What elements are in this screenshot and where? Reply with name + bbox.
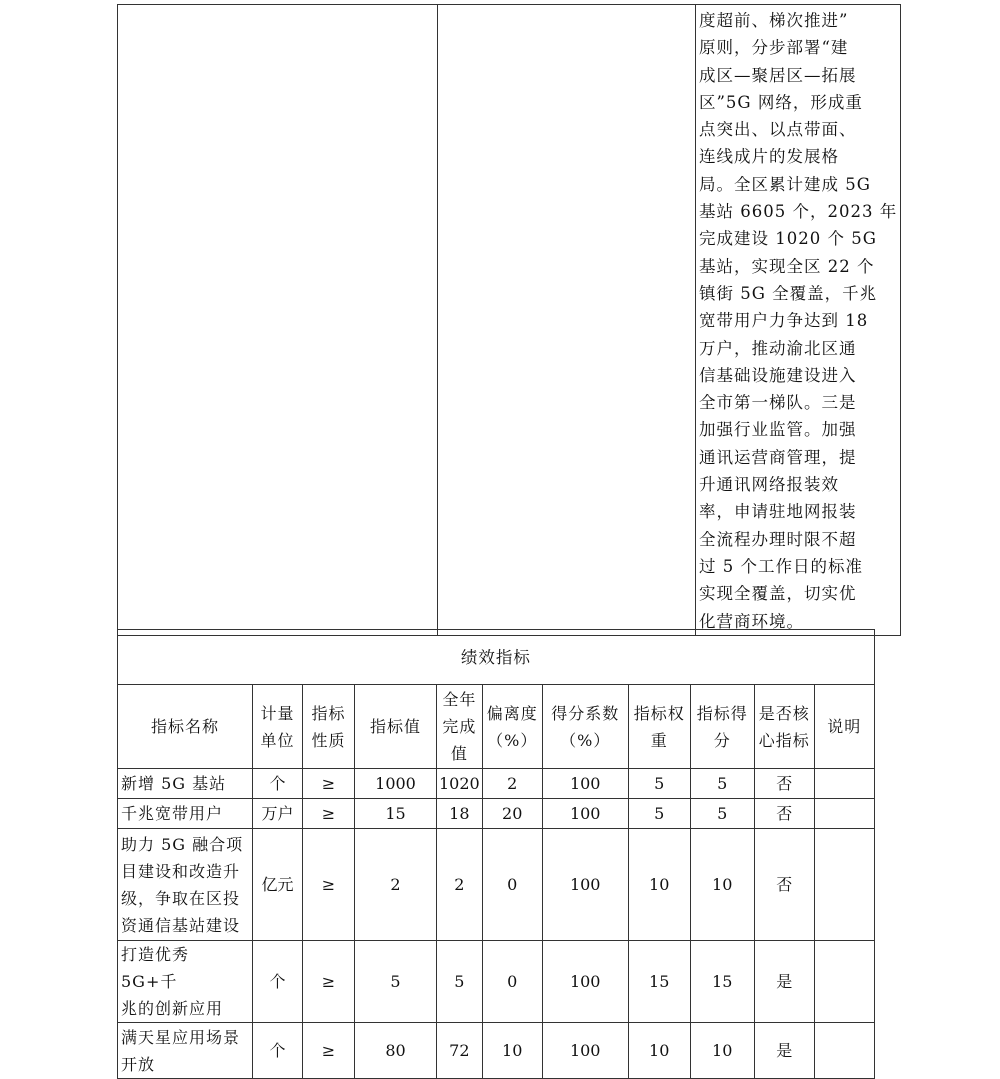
deviation-cell: 10 xyxy=(482,1023,542,1079)
header-text: 指标 xyxy=(311,703,346,723)
performance-indicator-table xyxy=(117,629,875,1079)
name-line: 满天星应用场景 xyxy=(121,1027,241,1047)
text-line: 成区—聚居区—拓展 xyxy=(699,65,857,85)
indicator-name xyxy=(118,941,253,1023)
text-line: 基站 6605 个，2023 年 xyxy=(699,202,898,222)
weight-cell: 10 xyxy=(628,829,690,941)
table-row xyxy=(118,769,875,799)
header-text: 完成 xyxy=(442,717,477,736)
score-cell: 10 xyxy=(690,1023,754,1079)
note-cell xyxy=(814,1023,874,1079)
header-text: 偏离度 xyxy=(486,703,538,723)
note-cell xyxy=(814,799,874,829)
score-cell: 15 xyxy=(690,941,754,1023)
name-line: 兆的创新应用 xyxy=(121,999,224,1018)
indicator-name xyxy=(118,769,253,799)
header-text: 计量 xyxy=(260,703,295,723)
actual-cell: 2 xyxy=(437,829,483,941)
header-coef xyxy=(542,685,628,769)
header-text: 全年 xyxy=(442,690,477,709)
header-text: 心指标 xyxy=(758,730,810,750)
unit-cell: 个 xyxy=(253,1023,303,1079)
coef-cell: 100 xyxy=(542,769,628,799)
nature-cell: ≥ xyxy=(303,1023,355,1079)
header-text: 值 xyxy=(450,744,468,763)
header-note: 说明 xyxy=(814,685,874,769)
nature-cell: ≥ xyxy=(303,799,355,829)
header-actual xyxy=(437,685,483,769)
score-cell: 10 xyxy=(690,829,754,941)
note-cell xyxy=(814,769,874,799)
narrative-cell xyxy=(696,5,901,636)
narrative-text xyxy=(696,5,900,635)
text-line: 信基础设施建设进入 xyxy=(699,365,857,385)
empty-cell-1 xyxy=(118,5,438,636)
text-line: 原则，分步部署“建 xyxy=(699,38,849,58)
header-text: 指标得 xyxy=(696,703,748,723)
text-line: 通讯运营商管理，提 xyxy=(699,447,857,467)
indicator-name xyxy=(118,799,253,829)
header-text: 性质 xyxy=(311,730,346,750)
text-line: 化营商环境。 xyxy=(699,611,804,631)
core-cell: 否 xyxy=(754,829,814,941)
target-cell: 15 xyxy=(355,799,437,829)
coef-cell: 100 xyxy=(542,829,628,941)
nature-cell: ≥ xyxy=(303,829,355,941)
header-score xyxy=(690,685,754,769)
header-text: （%） xyxy=(487,730,538,750)
actual-cell: 1020 xyxy=(437,769,483,799)
weight-cell: 5 xyxy=(628,769,690,799)
text-line: 升通讯网络报装效 xyxy=(699,475,839,495)
header-text: （%） xyxy=(560,730,611,750)
text-line: 宽带用户力争达到 18 xyxy=(699,311,869,331)
coef-cell: 100 xyxy=(542,799,628,829)
table-row xyxy=(118,941,875,1023)
text-line: 局。全区累计建成 5G xyxy=(699,174,871,194)
text-line: 全流程办理时限不超 xyxy=(699,529,857,549)
core-cell: 是 xyxy=(754,941,814,1023)
header-name: 指标名称 xyxy=(118,685,253,769)
unit-cell: 个 xyxy=(253,769,303,799)
narrative-table xyxy=(117,4,901,636)
section-title: 绩效指标 xyxy=(118,630,875,685)
text-line: 过 5 个工作日的标准 xyxy=(699,556,863,576)
actual-cell: 72 xyxy=(437,1023,483,1079)
note-cell xyxy=(814,829,874,941)
text-line: 点突出、以点带面、 xyxy=(699,120,857,140)
header-row xyxy=(118,685,875,769)
target-cell: 80 xyxy=(355,1023,437,1079)
header-weight xyxy=(628,685,690,769)
coef-cell: 100 xyxy=(542,941,628,1023)
unit-cell: 万户 xyxy=(253,799,303,829)
score-cell: 5 xyxy=(690,799,754,829)
empty-cell-2 xyxy=(438,5,696,636)
name-line: 开放 xyxy=(121,1054,156,1074)
table-row xyxy=(118,1023,875,1079)
header-core xyxy=(754,685,814,769)
header-deviation xyxy=(482,685,542,769)
weight-cell: 5 xyxy=(628,799,690,829)
deviation-cell: 0 xyxy=(482,829,542,941)
weight-cell: 10 xyxy=(628,1023,690,1079)
name-line: 级，争取在区投 xyxy=(121,888,241,908)
text-line: 率，申请驻地网报装 xyxy=(699,502,857,522)
name-line: 资通信基站建设 xyxy=(121,915,241,935)
text-line: 加强行业监管。加强 xyxy=(699,420,857,440)
actual-cell: 18 xyxy=(437,799,483,829)
actual-cell: 5 xyxy=(437,941,483,1023)
name-line: 助力 5G 融合项 xyxy=(121,834,244,854)
header-text: 得分系数 xyxy=(551,703,620,723)
header-text: 是否核 xyxy=(758,703,810,723)
nature-cell: ≥ xyxy=(303,769,355,799)
indicator-name xyxy=(118,829,253,941)
header-text: 分 xyxy=(713,730,731,750)
text-line: 连线成片的发展格 xyxy=(699,147,839,167)
name-line: 目建设和改造升 xyxy=(121,861,241,881)
unit-cell: 个 xyxy=(253,941,303,1023)
name-line: 千兆宽带用户 xyxy=(121,804,224,823)
weight-cell: 15 xyxy=(628,941,690,1023)
text-line: 基站，实现全区 22 个 xyxy=(699,256,875,276)
text-line: 全市第一梯队。三是 xyxy=(699,393,857,413)
text-line: 完成建设 1020 个 5G xyxy=(699,229,877,249)
text-line: 万户，推动渝北区通 xyxy=(699,338,857,358)
table-row xyxy=(118,799,875,829)
core-cell: 是 xyxy=(754,1023,814,1079)
deviation-cell: 0 xyxy=(482,941,542,1023)
text-line: 镇街 5G 全覆盖，千兆 xyxy=(699,283,878,303)
score-cell: 5 xyxy=(690,769,754,799)
header-unit xyxy=(253,685,303,769)
header-text: 单位 xyxy=(260,730,295,750)
indicator-name xyxy=(118,1023,253,1079)
header-text: 指标权 xyxy=(633,703,685,723)
text-line: 度超前、梯次推进” xyxy=(699,11,849,30)
table-row xyxy=(118,829,875,941)
text-line: 区”5G 网络，形成重 xyxy=(699,92,863,112)
coef-cell: 100 xyxy=(542,1023,628,1079)
core-cell: 否 xyxy=(754,799,814,829)
deviation-cell: 2 xyxy=(482,769,542,799)
header-nature xyxy=(303,685,355,769)
name-line: 新增 5G 基站 xyxy=(121,774,227,793)
core-cell: 否 xyxy=(754,769,814,799)
unit-cell: 亿元 xyxy=(253,829,303,941)
note-cell xyxy=(814,941,874,1023)
name-line: 打造优秀 5G+千 xyxy=(121,945,190,991)
target-cell: 1000 xyxy=(355,769,437,799)
text-line: 实现全覆盖，切实优 xyxy=(699,584,857,604)
header-text: 重 xyxy=(650,730,668,750)
header-target: 指标值 xyxy=(355,685,437,769)
deviation-cell: 20 xyxy=(482,799,542,829)
nature-cell: ≥ xyxy=(303,941,355,1023)
target-cell: 5 xyxy=(355,941,437,1023)
target-cell: 2 xyxy=(355,829,437,941)
